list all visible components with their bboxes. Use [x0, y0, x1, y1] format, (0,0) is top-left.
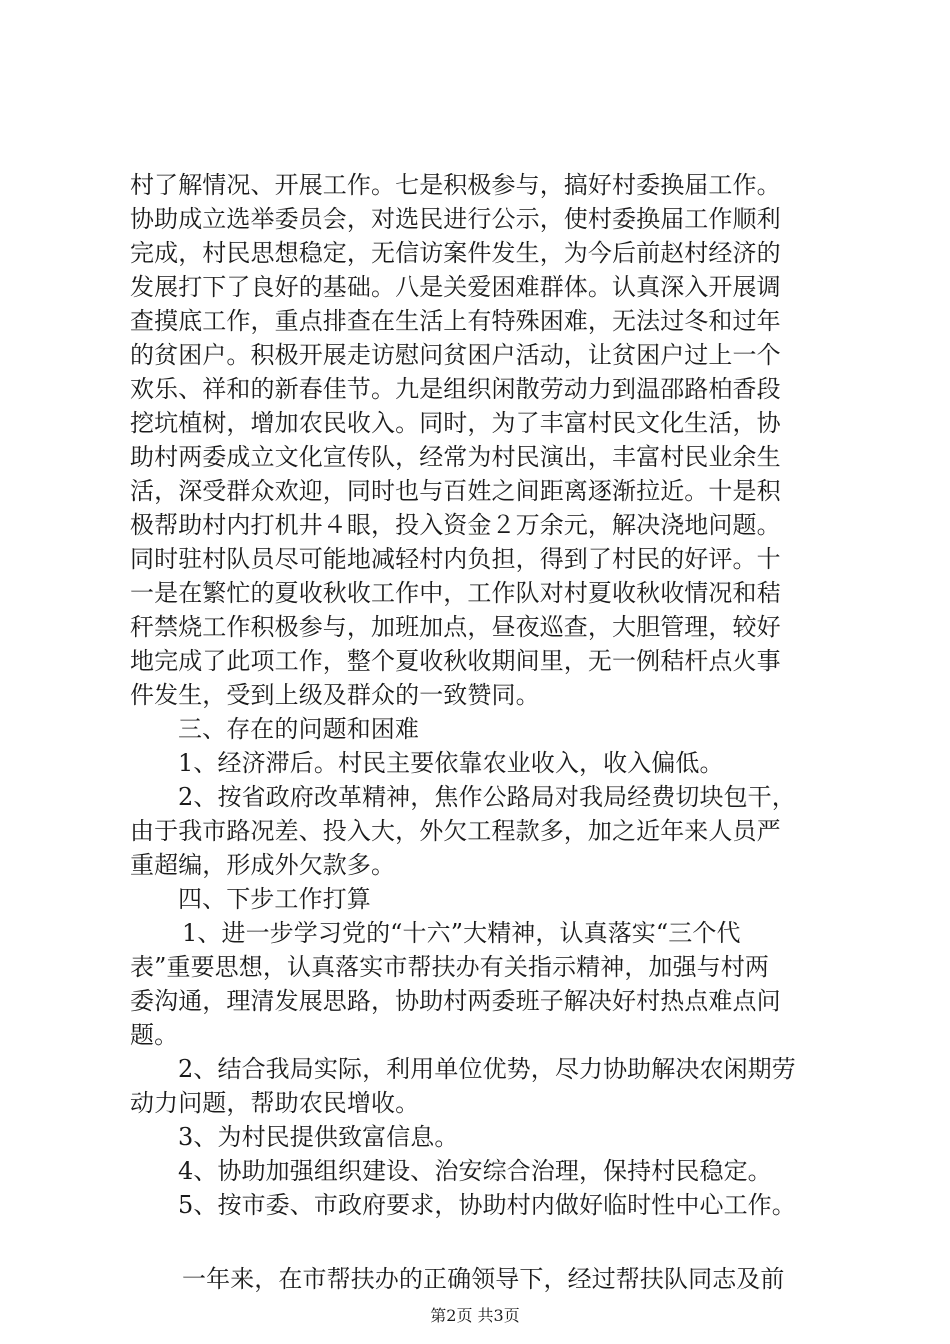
plan-item-1-line: 委沟通，理清发展思路，协助村两委班子解决好村热点难点问 — [130, 987, 781, 1015]
problem-item-1: 1、经济滞后。村民主要依靠农业收入，收入偏低。 — [178, 749, 724, 777]
plan-item-3: 3、为村民提供致富信息。 — [178, 1123, 459, 1151]
paragraph-line: 地完成了此项工作，整个夏收秋收期间里，无一例秸杆点火事 — [130, 647, 781, 675]
problem-item-2-line: 2、按省政府改革精神，焦作公路局对我局经费切块包干， — [178, 783, 796, 811]
paragraph-line: 的贫困户。积极开展走访慰问贫困户活动，让贫困户过上一个 — [130, 341, 781, 369]
paragraph-line: 同时驻村队员尽可能地减轻村内负担，得到了村民的好评。十 — [130, 545, 781, 573]
paragraph-gap — [130, 1222, 830, 1262]
plan-item-2-line: 动力问题，帮助农民增收。 — [130, 1089, 420, 1117]
page-footer — [0, 1306, 950, 1326]
problem-item-2-line: 重超编，形成外欠款多。 — [130, 851, 396, 879]
document-body — [130, 168, 830, 1296]
plan-item-1-line: 表”重要思想，认真落实市帮扶办有关指示精神，加强与村两 — [130, 953, 769, 981]
paragraph-line: 村了解情况、开展工作。七是积极参与，搞好村委换届工作。 — [130, 171, 781, 199]
paragraph-line: 欢乐、祥和的新春佳节。九是组织闲散劳动力到温邵路柏香段 — [130, 375, 781, 403]
paragraph-line: 件发生，受到上级及群众的一致赞同。 — [130, 681, 540, 709]
page-indicator: 第2页 共3页 — [430, 1306, 520, 1325]
paragraph-line: 协助成立选举委员会，对选民进行公示，使村委换届工作顺利 — [130, 205, 781, 233]
paragraph-line: 极帮助村内打机井４眼，投入资金２万余元，解决浇地问题。 — [130, 511, 781, 539]
paragraph-line: 完成，村民思想稳定，无信访案件发生，为今后前赵村经济的 — [130, 239, 781, 267]
plan-item-2-line: 2、结合我局实际，利用单位优势，尽力协助解决农闲期劳 — [178, 1055, 796, 1083]
plan-item-1-line: 1、进一步学习党的“十六”大精神，认真落实“三个代 — [182, 919, 741, 947]
plan-item-5: 5、按市委、市政府要求，协助村内做好临时性中心工作。 — [178, 1191, 796, 1219]
problem-item-2-line: 由于我市路况差、投入大，外欠工程款多，加之近年来人员严 — [130, 817, 781, 845]
section-heading-plans: 四、下步工作打算 — [178, 885, 371, 913]
paragraph-line: 秆禁烧工作积极参与，加班加点，昼夜巡查，大胆管理，较好 — [130, 613, 781, 641]
plan-item-1-line: 题。 — [130, 1021, 179, 1049]
paragraph-line: 发展打下了良好的基础。八是关爱困难群体。认真深入开展调 — [130, 273, 781, 301]
closing-paragraph-line: 一年来，在市帮扶办的正确领导下，经过帮扶队同志及前 — [182, 1265, 785, 1293]
paragraph-line: 活，深受群众欢迎，同时也与百姓之间距离逐渐拉近。十是积 — [130, 477, 781, 505]
paragraph-line: 一是在繁忙的夏收秋收工作中，工作队对村夏收秋收情况和秸 — [130, 579, 781, 607]
paragraph-line: 查摸底工作，重点排查在生活上有特殊困难，无法过冬和过年 — [130, 307, 781, 335]
paragraph-line: 挖坑植树，增加农民收入。同时，为了丰富村民文化生活，协 — [130, 409, 781, 437]
plan-item-4: 4、协助加强组织建设、治安综合治理，保持村民稳定。 — [178, 1157, 772, 1185]
paragraph-line: 助村两委成立文化宣传队，经常为村民演出，丰富村民业余生 — [130, 443, 781, 471]
section-heading-problems: 三、存在的问题和困难 — [178, 715, 419, 743]
